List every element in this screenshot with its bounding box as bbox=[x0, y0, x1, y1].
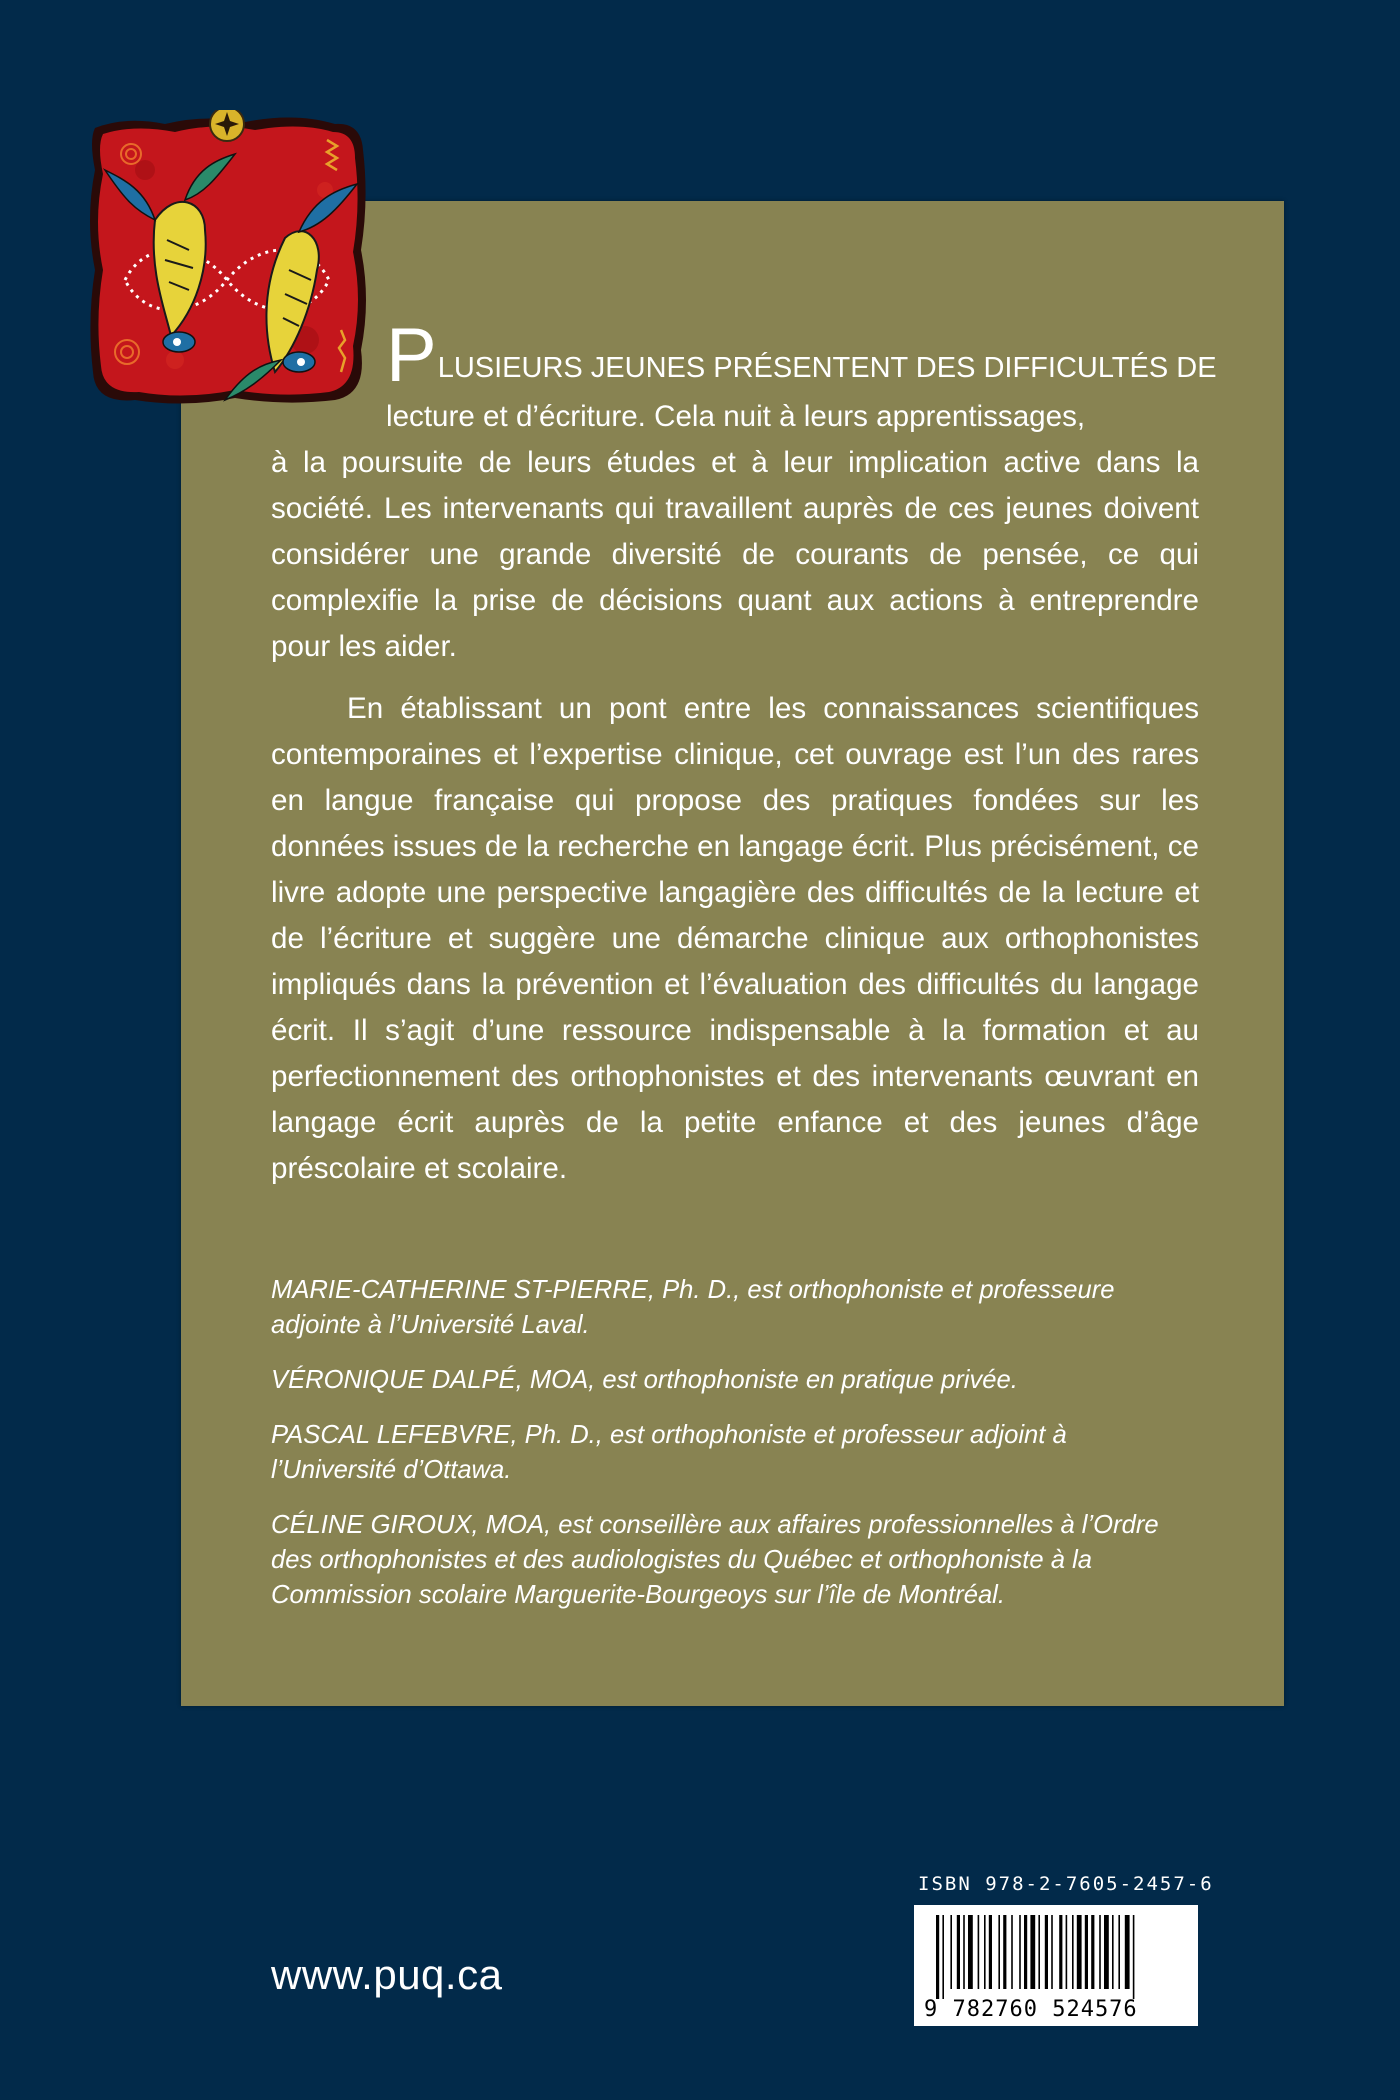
author-bio: MARIE-CATHERINE ST-PIERRE, Ph. D., est orthophoniste et professeure adjointe à l’Université Laval. bbox=[271, 1276, 1115, 1339]
description-paragraph-1 bbox=[271, 313, 1217, 670]
author-bios bbox=[271, 1273, 1191, 1633]
paragraph-1-small-caps: LUSIEURS JEUNES PRÉSENTENT DES DIFFICULTÉS DE bbox=[437, 352, 1217, 384]
author-bio: CÉLINE GIROUX, MOA, est conseillère aux affaires professionnelles à l’Ordre des orthophonistes et des audiologistes du Québec et orthophoniste à la Commission scolaire Marguerite-Bourgeoys sur l’île de Montréal. bbox=[271, 1511, 1159, 1609]
barcode-bar bbox=[1019, 1915, 1021, 1989]
author-bio: PASCAL LEFEBVRE, Ph. D., est orthophoniste et professeur adjoint à l’Université d’Ottawa. bbox=[271, 1421, 1067, 1484]
paragraph-1-rest: à la poursuite de leurs études et à leur implication active dans la société. Les intervenants qui travaillent auprès de ces jeunes doivent considérer une grande diversité de courants de pensée, ce qui complexifie la prise de décisions quant aux actions à entreprendre pour les aider. bbox=[271, 446, 1199, 663]
barcode-digits: 9 782760 524576 bbox=[924, 1997, 1138, 2022]
barcode-bar bbox=[1085, 1915, 1088, 1989]
barcode-bar bbox=[998, 1915, 1000, 1989]
paragraph-1-line-2: lecture et d’écriture. Cela nuit à leurs apprentissages, bbox=[386, 400, 1086, 433]
barcode-bar bbox=[957, 1915, 960, 1989]
barcode-bar bbox=[1104, 1915, 1109, 1989]
barcode-bar bbox=[1133, 1915, 1135, 1999]
barcode-bar bbox=[1059, 1915, 1062, 1989]
description-paragraph-2: En établissant un pont entre les connaissances scientifiques contemporaines et l’expertise clinique, cet ouvrage est l’un des rares en langue française qui propose des pratiques fondées sur les données issues de la recherche en langage écrit. Plus précisément, ce livre adopte une perspective langagière des difficultés de la lecture et de l’écriture et suggère une démarche clinique aux orthophonistes impliqués dans la prévention et l’évaluation des difficultés du langage écrit. Il s’agit d’une ressource indispensable à la formation et au perfectionnement des orthophonistes et des intervenants œuvrant en langage écrit auprès de la petite enfance et des jeunes d’âge préscolaire et scolaire. bbox=[271, 692, 1199, 1185]
publisher-website[interactable]: www.puq.ca bbox=[271, 1951, 503, 1998]
barcode-bar bbox=[1030, 1915, 1035, 1989]
barcode-bar bbox=[942, 1915, 944, 1999]
barcode-bar bbox=[1077, 1915, 1082, 1989]
description-text bbox=[271, 313, 1217, 1192]
author-bio: VÉRONIQUE DALPÉ, MOA, est orthophoniste en pratique privée. bbox=[271, 1366, 1018, 1394]
paragraph-1-first-line bbox=[271, 313, 1217, 398]
barcode-bar bbox=[1051, 1915, 1053, 1989]
barcode-bar bbox=[963, 1915, 965, 1989]
barcode-bar bbox=[1066, 1915, 1068, 1989]
barcode-bar bbox=[1045, 1915, 1048, 1989]
isbn-label: ISBN 978-2-7605-2457-6 bbox=[918, 1873, 1214, 1895]
barcode-bar bbox=[1003, 1915, 1006, 1989]
barcode-bar bbox=[978, 1915, 980, 1989]
barcode-bar bbox=[950, 1915, 952, 1989]
barcode-bar bbox=[1099, 1915, 1101, 1989]
barcode-bar bbox=[1011, 1915, 1013, 1989]
barcode-bar bbox=[936, 1915, 939, 1999]
barcode-bar bbox=[1024, 1915, 1027, 1989]
barcode-bar bbox=[1038, 1915, 1040, 1989]
barcode-bar bbox=[984, 1915, 986, 1989]
barcode-bar bbox=[1118, 1915, 1120, 1989]
barcode-bar bbox=[1112, 1915, 1114, 1989]
barcode-bar bbox=[1125, 1915, 1130, 1989]
barcode-bar bbox=[1091, 1915, 1094, 1989]
barcode-icon bbox=[914, 1905, 1198, 2026]
barcode-bar bbox=[1072, 1915, 1074, 1989]
barcode-bar bbox=[989, 1915, 992, 1989]
dropcap-letter: P bbox=[386, 313, 437, 398]
barcode-bar bbox=[968, 1915, 973, 1989]
